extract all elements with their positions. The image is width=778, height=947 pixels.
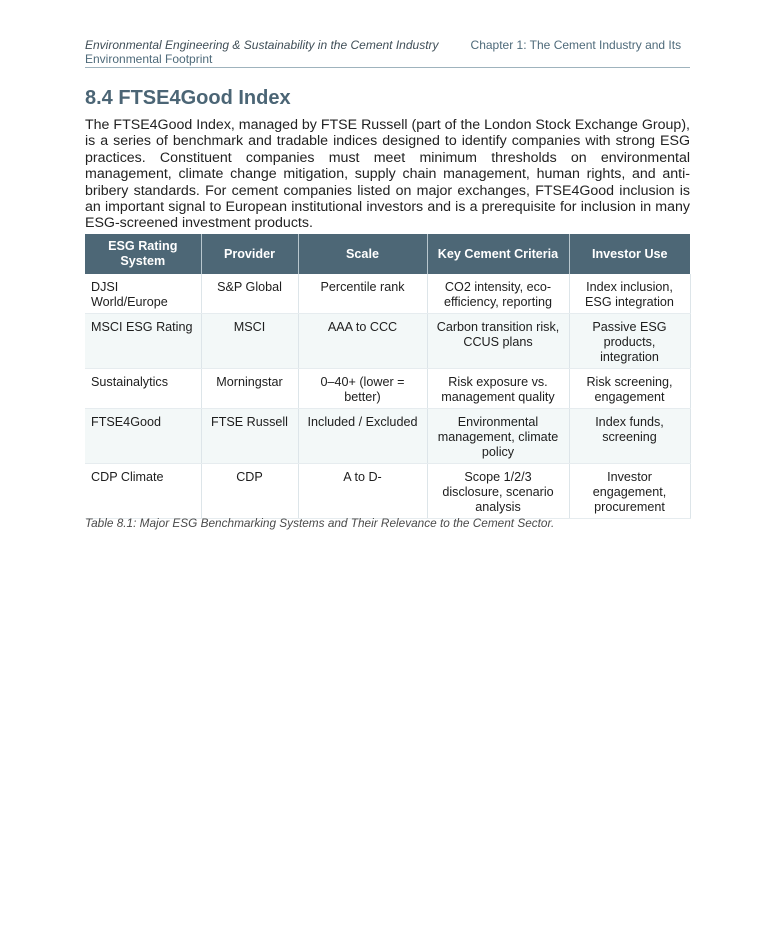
column-header: ESG Rating System — [85, 234, 201, 274]
table-row — [85, 314, 690, 369]
column-header: Key Cement Criteria — [427, 234, 569, 274]
table-cell: AAA to CCC — [298, 314, 427, 369]
column-header: Provider — [201, 234, 298, 274]
table-cell: FTSE Russell — [201, 409, 298, 464]
table-cell: CO2 intensity, eco-efficiency, reporting — [427, 274, 569, 314]
table-cell: FTSE4Good — [85, 409, 201, 464]
section-title: 8.4 FTSE4Good Index — [85, 87, 291, 109]
esg-rating-table — [85, 234, 691, 519]
table-header-row — [85, 234, 690, 274]
table-cell: Passive ESG products, integration — [569, 314, 690, 369]
running-header — [85, 38, 690, 68]
section-paragraph: The FTSE4Good Index, managed by FTSE Russell (part of the London Stock Exchange Group), is a series of benchmark and tradable indices designed to identify companies with strong ESG practices. Constituent companies must meet minimum thresholds on environmental management, climate change mitigation, supply chain management, human rights, and anti-bribery standards. For cement companies listed on major exchanges, FTSE4Good inclusion is an important signal to European institutional investors and is a prerequisite for inclusion in many ESG-screened investment products. — [85, 117, 690, 232]
table-cell: S&P Global — [201, 274, 298, 314]
table-row — [85, 369, 690, 409]
table-cell: Index inclusion, ESG integration — [569, 274, 690, 314]
table-cell: Risk exposure vs. management quality — [427, 369, 569, 409]
table-cell: DJSI World/Europe — [85, 274, 201, 314]
table-cell: MSCI — [201, 314, 298, 369]
table-cell: Included / Excluded — [298, 409, 427, 464]
header-book-title: Environmental Engineering & Sustainability in the Cement Industry — [85, 38, 439, 52]
column-header: Scale — [298, 234, 427, 274]
table-row — [85, 464, 690, 519]
table-caption: Table 8.1: Major ESG Benchmarking Systems and Their Relevance to the Cement Sector. — [85, 516, 555, 530]
table-cell: MSCI ESG Rating — [85, 314, 201, 369]
table-cell: Risk screening, engagement — [569, 369, 690, 409]
table-cell: Index funds, screening — [569, 409, 690, 464]
table-cell: Percentile rank — [298, 274, 427, 314]
header-chapter-title: Chapter 1: The Cement Industry and Its Environmental Footprint — [85, 38, 682, 66]
table-cell: Investor engagement, procurement — [569, 464, 690, 519]
table-cell: Carbon transition risk, CCUS plans — [427, 314, 569, 369]
column-header: Investor Use — [569, 234, 690, 274]
table-cell: Environmental management, climate policy — [427, 409, 569, 464]
table-row — [85, 409, 690, 464]
table-cell: 0–40+ (lower = better) — [298, 369, 427, 409]
table-row — [85, 274, 690, 314]
table-cell: CDP — [201, 464, 298, 519]
table-cell: A to D- — [298, 464, 427, 519]
table-cell: Sustainalytics — [85, 369, 201, 409]
table-cell: Morningstar — [201, 369, 298, 409]
table-cell: CDP Climate — [85, 464, 201, 519]
table-cell: Scope 1/2/3 disclosure, scenario analysis — [427, 464, 569, 519]
